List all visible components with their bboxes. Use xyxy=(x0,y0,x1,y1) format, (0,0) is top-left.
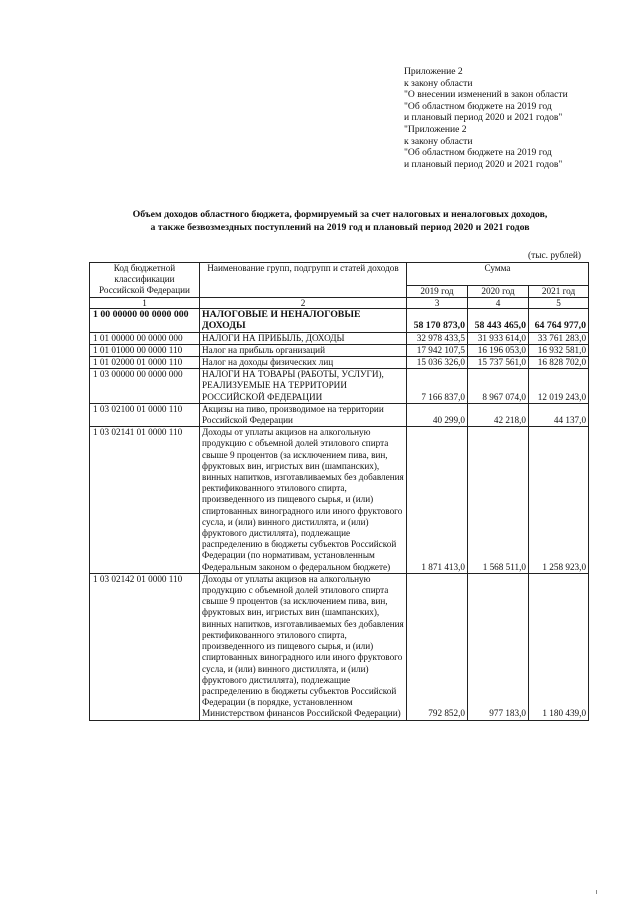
row-name: Налог на доходы физических лиц xyxy=(200,357,407,369)
row-name: НАЛОГОВЫЕ И НЕНАЛОГОВЫЕ ДОХОДЫ xyxy=(200,309,407,332)
table-row xyxy=(90,332,589,344)
header-year-2020: 2020 год xyxy=(468,286,529,298)
table-row xyxy=(90,573,589,720)
row-name: Доходы от уплаты акцизов на алкогольную продукцию с объемной долей этилового спирта свыше 9 процентов (за исключением пива, вин, фруктовых вин, игристых вин (шампанских), винных напитков, изготавливаемых без добавления ректификованного этилового спирта, произведенного из пищевого сырья, и (или) спиртованных виноградного или иного фруктового сусла, и (или) винного дистиллята, и (или) фруктового дистиллята), подлежащие распределению в бюджеты субъектов Российской Федерации (в порядке, установленном Министерством финансов Российской Федерации) xyxy=(200,573,407,720)
document-title xyxy=(60,208,620,234)
row-value-2020: 58 443 465,0 xyxy=(468,309,529,332)
row-value-2021: 33 761 283,0 xyxy=(529,332,589,344)
row-value-2021: 44 137,0 xyxy=(529,403,589,426)
units-label: (тыс. рублей) xyxy=(528,251,582,261)
table-row xyxy=(90,309,589,332)
row-value-2020: 16 196 053,0 xyxy=(468,344,529,356)
row-name: НАЛОГИ НА ПРИБЫЛЬ, ДОХОДЫ xyxy=(200,332,407,344)
row-code: 1 03 02100 01 0000 110 xyxy=(90,403,200,426)
row-value-2020: 977 183,0 xyxy=(468,573,529,720)
header-row xyxy=(90,263,589,286)
row-code: 1 03 02142 01 0000 110 xyxy=(90,573,200,720)
header-year-2021: 2021 год xyxy=(529,286,589,298)
header-code: Код бюджетной классификации Российской Федерации xyxy=(90,263,200,298)
column-index: 5 xyxy=(529,298,589,309)
row-value-2021: 16 932 581,0 xyxy=(529,344,589,356)
row-value-2020: 31 933 614,0 xyxy=(468,332,529,344)
table-row xyxy=(90,427,589,574)
row-value-2019: 17 942 107,5 xyxy=(407,344,468,356)
column-index-row xyxy=(90,298,589,309)
row-code: 1 01 01000 00 0000 110 xyxy=(90,344,200,356)
row-value-2021: 1 180 439,0 xyxy=(529,573,589,720)
row-code: 1 03 02141 01 0000 110 xyxy=(90,427,200,574)
row-name: Доходы от уплаты акцизов на алкогольную продукцию с объемной долей этилового спирта свыше 9 процентов (за исключением пива, вин, фруктовых вин, игристых вин (шампанских), винных напитков, изготавливаемых без добавления ректификованного этилового спирта, произведенного из пищевого сырья, и (или) спиртованных виноградного или иного фруктового сусла, и (или) винного дистиллята, и (или) фруктового дистиллята), подлежащие распределению в бюджеты субъектов Российской Федерации (по нормативам, установленным Федеральным законом о федеральном бюджете) xyxy=(200,427,407,574)
row-code: 1 01 00000 00 0000 000 xyxy=(90,332,200,344)
appendix-line: "О внесении изменений в закон области xyxy=(404,89,568,101)
scan-mark xyxy=(596,890,597,894)
table-row xyxy=(90,344,589,356)
row-value-2019: 58 170 873,0 xyxy=(407,309,468,332)
row-value-2020: 1 568 511,0 xyxy=(468,427,529,574)
column-index: 1 xyxy=(90,298,200,309)
row-value-2019: 40 299,0 xyxy=(407,403,468,426)
table-row xyxy=(90,403,589,426)
row-name: НАЛОГИ НА ТОВАРЫ (РАБОТЫ, УСЛУГИ), РЕАЛИЗУЕМЫЕ НА ТЕРРИТОРИИ РОССИЙСКОЙ ФЕДЕРАЦИИ xyxy=(200,369,407,404)
table-row xyxy=(90,369,589,404)
row-value-2021: 64 764 977,0 xyxy=(529,309,589,332)
column-index: 2 xyxy=(200,298,407,309)
table-row xyxy=(90,357,589,369)
header-sum: Сумма xyxy=(407,263,589,286)
row-value-2021: 16 828 702,0 xyxy=(529,357,589,369)
appendix-block xyxy=(404,66,568,170)
title-line-2: а также безвозмездных поступлений на 2019 год и плановый период 2020 и 2021 годов xyxy=(150,222,530,233)
row-code: 1 03 00000 00 0000 000 xyxy=(90,369,200,404)
appendix-line: к закону области xyxy=(404,135,473,147)
row-value-2021: 12 019 243,0 xyxy=(529,369,589,404)
row-value-2019: 792 852,0 xyxy=(407,573,468,720)
appendix-line: "Приложение 2 xyxy=(404,123,467,135)
column-index: 4 xyxy=(468,298,529,309)
appendix-line: Приложение 2 xyxy=(404,66,463,77)
column-index: 3 xyxy=(407,298,468,309)
row-value-2019: 1 871 413,0 xyxy=(407,427,468,574)
row-value-2021: 1 258 923,0 xyxy=(529,427,589,574)
appendix-line: к закону области xyxy=(404,77,473,89)
row-name: Акцизы на пиво, производимое на территории Российской Федерации xyxy=(200,403,407,426)
appendix-line: и плановый период 2020 и 2021 годов" xyxy=(404,112,563,124)
revenue-table xyxy=(89,262,589,721)
row-value-2020: 42 218,0 xyxy=(468,403,529,426)
title-line-1: Объем доходов областного бюджета, формируемый за счет налоговых и неналоговых доходов, xyxy=(132,209,548,220)
row-value-2019: 15 036 326,0 xyxy=(407,357,468,369)
row-value-2019: 32 978 433,5 xyxy=(407,332,468,344)
row-value-2020: 8 967 074,0 xyxy=(468,369,529,404)
row-value-2019: 7 166 837,0 xyxy=(407,369,468,404)
row-name: Налог на прибыль организаций xyxy=(200,344,407,356)
row-value-2020: 15 737 561,0 xyxy=(468,357,529,369)
header-year-2019: 2019 год xyxy=(407,286,468,298)
appendix-line: "Об областном бюджете на 2019 год xyxy=(404,147,552,159)
header-name: Наименование групп, подгрупп и статей доходов xyxy=(200,263,407,298)
row-code: 1 01 02000 01 0000 110 xyxy=(90,357,200,369)
appendix-line: и плановый период 2020 и 2021 годов" xyxy=(404,158,563,170)
appendix-line: "Об областном бюджете на 2019 год xyxy=(404,100,552,112)
row-code: 1 00 00000 00 0000 000 xyxy=(90,309,200,332)
